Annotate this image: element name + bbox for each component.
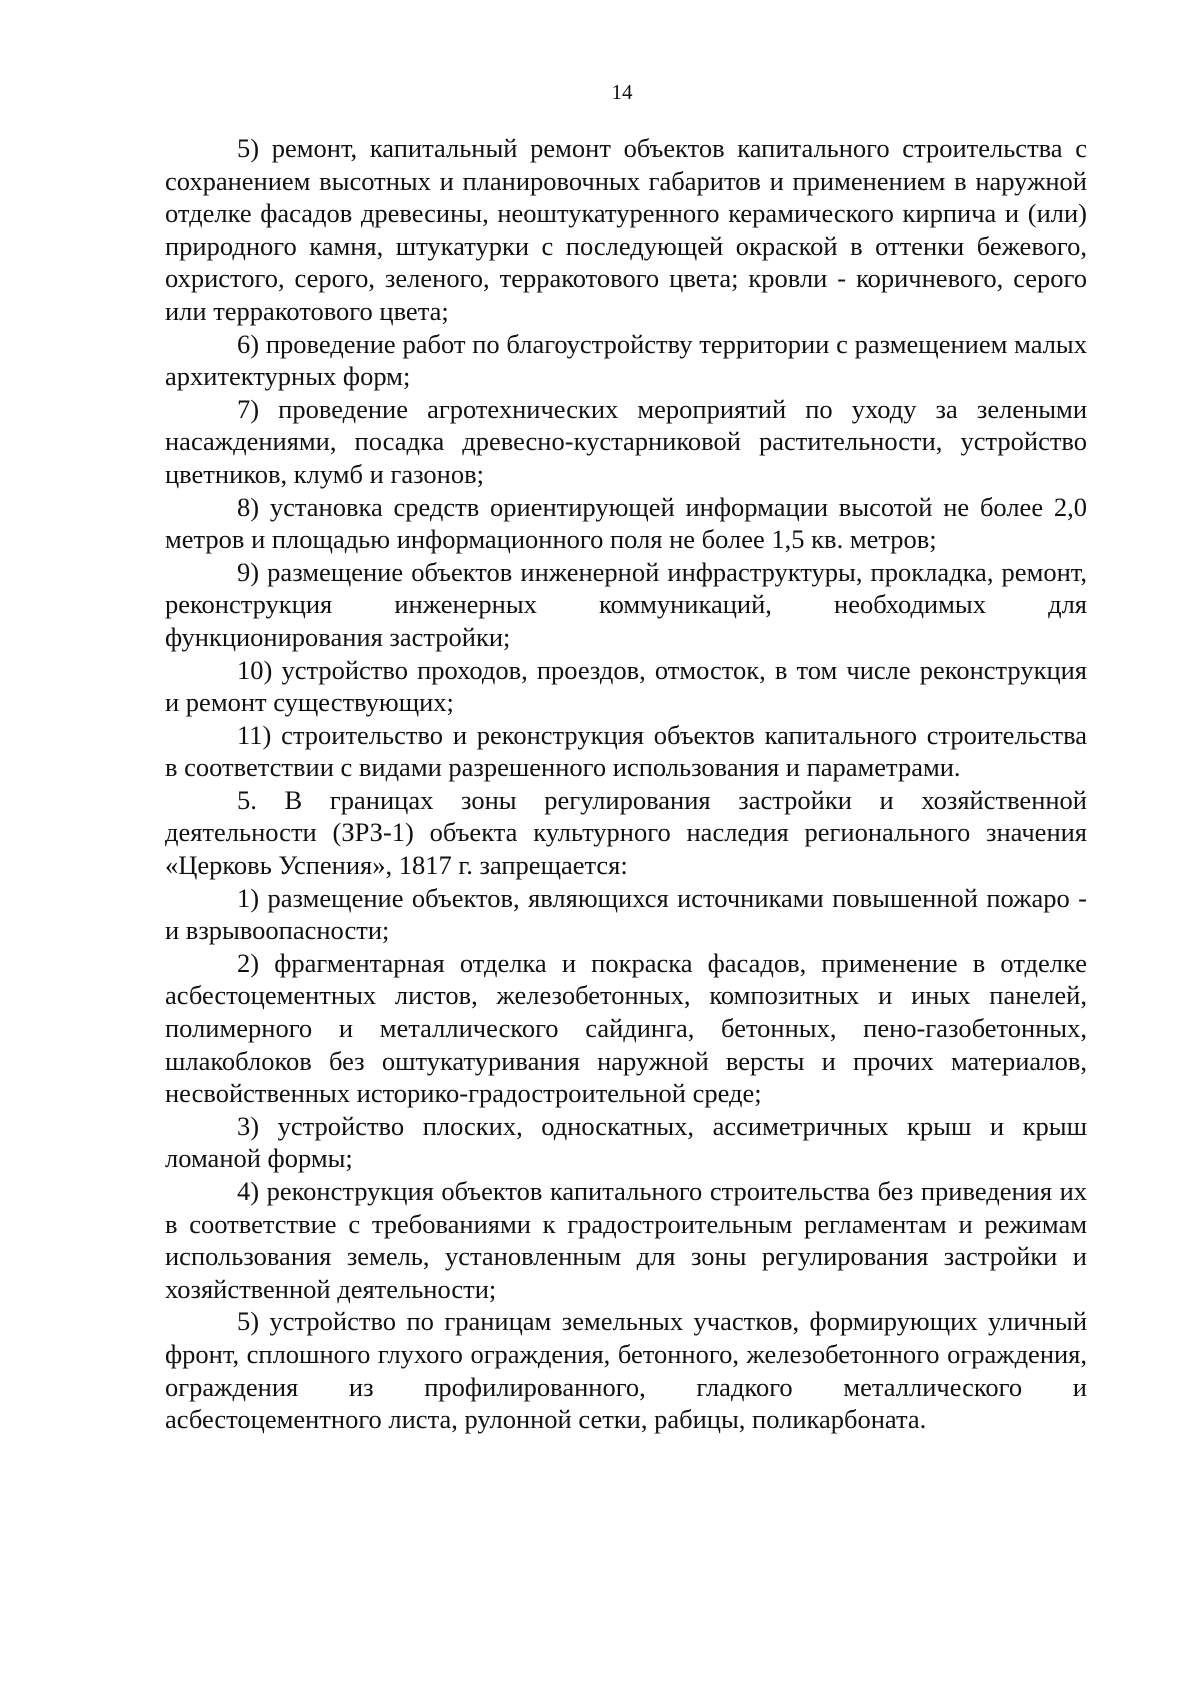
paragraph-item-6-landscaping: 6) проведение работ по благоустройству территории с размещением малых архитектурных форм;	[165, 328, 1087, 392]
paragraph-item-9-infrastructure: 9) размещение объектов инженерной инфраструктуры, прокладка, ремонт, реконструкция инженерных коммуникаций, необходимых для функционирования застройки;	[165, 556, 1087, 652]
page-number: 14	[611, 80, 633, 104]
paragraph-prohibited-2-facades: 2) фрагментарная отделка и покраска фасадов, применение в отделке асбестоцементных листов, железобетонных, композитных и иных панелей, полимерного и металлического сайдинга, бетонных, пено-газобетонных, шлакоблоков без оштукатуривания наружной версты и прочих материалов, несвойственных историко-градостроительной среде;	[165, 947, 1087, 1109]
paragraph-prohibited-1-hazard: 1) размещение объектов, являющихся источниками повышенной пожаро - и взрывоопасности;	[165, 882, 1087, 946]
paragraph-prohibited-3-roofs: 3) устройство плоских, односкатных, ассиметричных крыш и крыш ломаной формы;	[165, 1110, 1087, 1174]
paragraph-item-7-agrotechnical: 7) проведение агротехнических мероприятий по уходу за зелеными насаждениями, посадка древесно-кустарниковой растительности, устройство цветников, клумб и газонов;	[165, 393, 1087, 489]
paragraph-item-10-passages: 10) устройство проходов, проездов, отмосток, в том числе реконструкция и ремонт существующих;	[165, 654, 1087, 718]
paragraph-item-11-construction: 11) строительство и реконструкция объектов капитального строительства в соответствии с видами разрешенного использования и параметрами.	[165, 719, 1087, 783]
document-body	[165, 132, 1087, 1436]
paragraph-prohibited-4-reconstruction: 4) реконструкция объектов капитального строительства без приведения их в соответствие с требованиями к градостроительным регламентам и режимам использования земель, установленным для зоны регулирования застройки и хозяйственной деятельности;	[165, 1176, 1087, 1304]
paragraph-prohibited-5-fencing: 5) устройство по границам земельных участков, формирующих уличный фронт, сплошного глухого ограждения, бетонного, железобетонного ограждения, ограждения из профилированного, гладкого металлического и асбестоцементного листа, рулонной сетки, рабицы, поликарбоната.	[165, 1306, 1087, 1435]
paragraph-section-5-prohibited: 5. В границах зоны регулирования застройки и хозяйственной деятельности (ЗРЗ-1) объекта культурного наследия регионального значения «Церковь Успения», 1817 г. запрещается:	[165, 784, 1087, 881]
paragraph-item-8-signage: 8) установка средств ориентирующей информации высотой не более 2,0 метров и площадью информационного поля не более 1,5 кв. метров;	[165, 491, 1087, 555]
paragraph-item-5-repair: 5) ремонт, капитальный ремонт объектов капитального строительства с сохранением высотных и планировочных габаритов и применением в наружной отделке фасадов древесины, неоштукатуренного керамического кирпича и (или) природного камня, штукатурки с последующей окраской в оттенки бежевого, охристого, серого, зеленого, терракотового цвета; кровли - коричневого, серого или терракотового цвета;	[165, 133, 1087, 326]
